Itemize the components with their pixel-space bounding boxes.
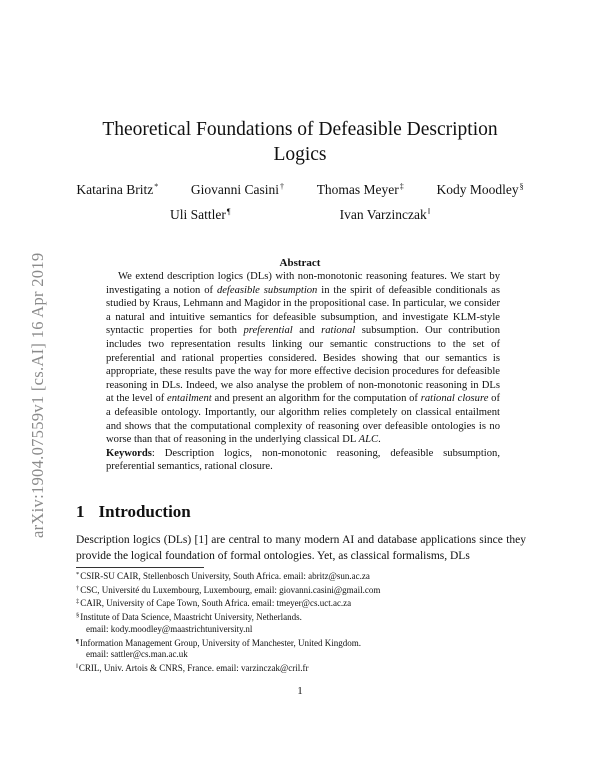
intro-paragraph: Description logics (DLs) [1] are central to many modern AI and database applications since they provide the logical foundation of formal ontologies. Yet, as classical formalisms, DLs [76, 534, 526, 562]
arxiv-stamp: arXiv:1904.07559v1 [cs.AI] 16 Apr 2019 [28, 252, 47, 538]
abstract-paragraph: We extend description logics (DLs) with non-monotonic reasoning features. We start by investigating a notion of defeasible subsumption in the spirit of defeasible conditionals as studied by Kraus, Lehmann and Magidor in the propositional case. In particular, we consider a natural and intuitive semantics for defeasible subsumption, and investigate KLM-style syntactic properties for both preferential and rational subsumption. Our contribution includes two representation results linking our semantic constructions to the set of preferential and rational properties considered. Besides showing that our semantics is appropriate, these results pave the way for more effective decision procedures for defeasible reasoning in DLs. Indeed, we also analyse the problem of non-monotonic reasoning in DLs at the level of entailment and present an algorithm for the computation of rational closure of a defeasible ontology. Importantly, our algorithm relies completely on classical entailment and shows that the computational complexity of reasoning over defeasible ontologies is no worse than that of reasoning in the underlying classical DL ALC. [106, 271, 501, 446]
author: Giovanni Casini† [190, 182, 284, 197]
page-number: 1 [297, 685, 303, 697]
footnote-continuation: email: sattler@cs.man.ac.uk [86, 649, 188, 660]
footnote: ‡CAIR, University of Cape Town, South Africa. email: tmeyer@cs.uct.ac.za [76, 598, 352, 609]
title-line-2: Logics [273, 144, 327, 165]
author: Thomas Meyer‡ [316, 182, 404, 197]
footnote: §Institute of Data Science, Maastricht University, Netherlands. [76, 612, 302, 623]
keywords: Keywords: Description logics, non-monotonic reasoning, defeasible subsumption, preferential semantics, rational closure. [106, 447, 500, 473]
author: Ivan Varzinczak‖ [339, 207, 430, 222]
footnote: ‖CRIL, Univ. Artois & CNRS, France. email: varzinczak@cril.fr [76, 662, 309, 673]
abstract-body [106, 270, 500, 474]
footnote-continuation: email: kody.moodley@maastrichtuniversity.nl [86, 623, 253, 634]
section-title: Introduction [98, 502, 191, 521]
author: Kody Moodley§ [436, 182, 524, 197]
footnote: †CSC, Université du Luxembourg, Luxembourg, email: giovanni.casini@gmail.com [76, 584, 381, 595]
author: Uli Sattler¶ [170, 207, 231, 222]
footnote: ¶Information Management Group, University of Manchester, United Kingdom. [76, 637, 362, 648]
footnote-rule [76, 567, 204, 568]
section-number: 1 [76, 502, 85, 521]
section-heading [76, 502, 191, 522]
author: Katarina Britz* [76, 182, 159, 197]
footnotes [76, 569, 536, 675]
title-line-1: Theoretical Foundations of Defeasible Description [102, 119, 498, 140]
author-row-1 [60, 182, 540, 198]
abstract-heading: Abstract [279, 257, 321, 269]
footnote: *CSIR-SU CAIR, Stellenbosch University, South Africa. email: abritz@sun.ac.za [76, 571, 370, 581]
author-row-2 [170, 207, 430, 223]
paper-title [80, 117, 520, 167]
